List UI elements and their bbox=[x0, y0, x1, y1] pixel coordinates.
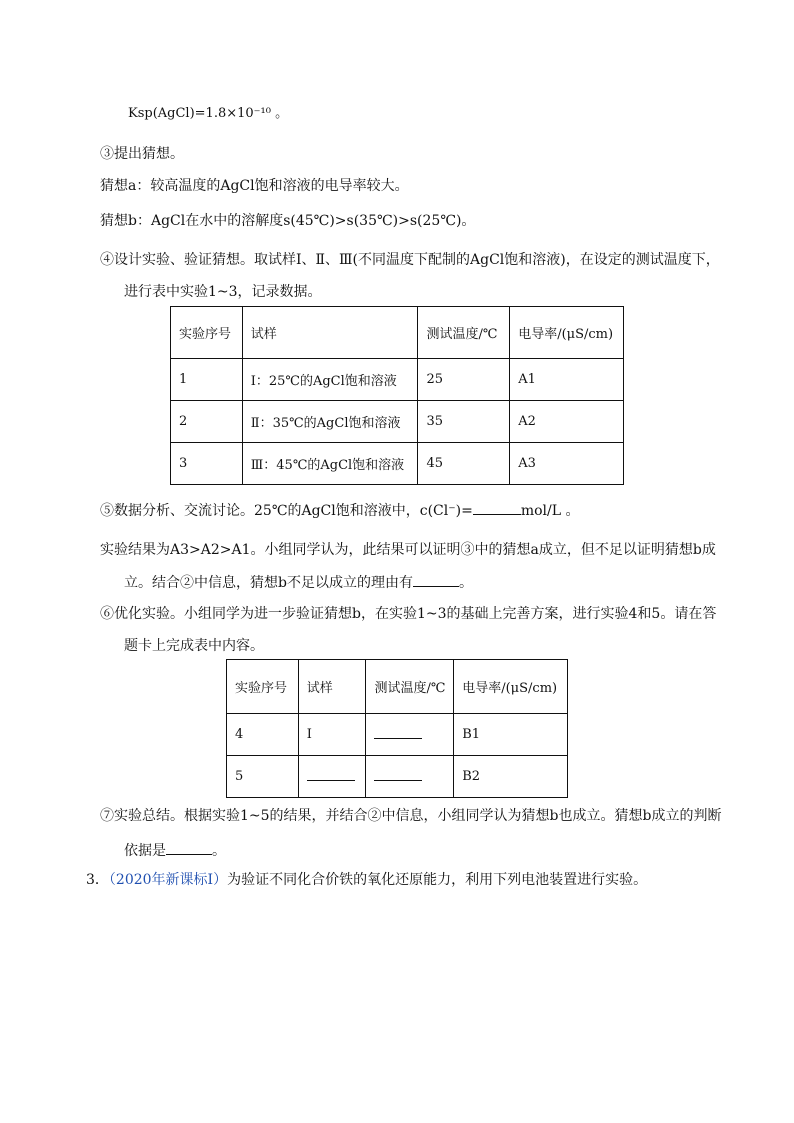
result-text-cont bbox=[124, 572, 473, 593]
answer-blank[interactable] bbox=[473, 500, 521, 515]
step-5-post: mol/L 。 bbox=[520, 503, 580, 519]
table-cell[interactable] bbox=[366, 714, 454, 756]
answer-blank[interactable] bbox=[413, 572, 459, 587]
step-5-text bbox=[100, 500, 579, 521]
answer-blank[interactable] bbox=[374, 726, 422, 739]
table-cell: B2 bbox=[454, 756, 568, 798]
step-5-pre: ⑤数据分析、交流讨论。25℃的AgCl饱和溶液中，c(Cl⁻)= bbox=[100, 503, 473, 519]
question-3 bbox=[86, 870, 647, 890]
header-cell: 试样 bbox=[298, 660, 366, 714]
table-row bbox=[227, 756, 568, 798]
hypothesis-a: 猜想a：较高温度的AgCl饱和溶液的电导率较大。 bbox=[100, 178, 409, 194]
ksp-formula: Ksp(AgCl)=1.8×10⁻¹⁰ 。 bbox=[128, 106, 289, 121]
table-cell: Ⅰ bbox=[298, 714, 366, 756]
conclusion-pre: 依据是 bbox=[124, 843, 166, 859]
step-6-text-cont: 题卡上完成表中内容。 bbox=[124, 638, 264, 654]
table-row bbox=[171, 401, 624, 443]
table-cell: 1 bbox=[171, 359, 243, 401]
table-cell: B1 bbox=[454, 714, 568, 756]
table-header-row bbox=[227, 660, 568, 714]
table-cell: 4 bbox=[227, 714, 299, 756]
step-3-heading: ③提出猜想。 bbox=[100, 146, 184, 162]
header-cell: 电导率/(μS/cm) bbox=[510, 307, 624, 359]
header-cell: 测试温度/℃ bbox=[366, 660, 454, 714]
step-7-text: ⑦实验总结。根据实验1~5的结果，并结合②中信息，小组同学认为猜想b也成立。猜想b成立的判断 bbox=[100, 808, 722, 824]
header-cell: 测试温度/℃ bbox=[418, 307, 510, 359]
result-post: 。 bbox=[458, 575, 473, 591]
table-row bbox=[171, 359, 624, 401]
table-cell: 25 bbox=[418, 359, 510, 401]
header-cell: 实验序号 bbox=[227, 660, 299, 714]
question-number: 3． bbox=[86, 872, 109, 888]
answer-blank[interactable] bbox=[374, 768, 422, 781]
table-cell: Ⅱ：35℃的AgCl饱和溶液 bbox=[242, 401, 418, 443]
table-cell: Ⅰ：25℃的AgCl饱和溶液 bbox=[242, 359, 418, 401]
question-text: 为验证不同化合价铁的氧化还原能力，利用下列电池装置进行实验。 bbox=[227, 872, 648, 888]
table-cell[interactable] bbox=[298, 756, 366, 798]
table-cell: A3 bbox=[510, 443, 624, 485]
answer-blank[interactable] bbox=[166, 840, 212, 855]
result-pre: 立。结合②中信息，猜想b不足以成立的理由有 bbox=[124, 575, 413, 591]
step-7-text-cont bbox=[124, 840, 226, 861]
header-cell: 电导率/(μS/cm) bbox=[454, 660, 568, 714]
table-cell: A2 bbox=[510, 401, 624, 443]
header-cell: 试样 bbox=[242, 307, 418, 359]
table-cell: 2 bbox=[171, 401, 243, 443]
table-cell[interactable] bbox=[366, 756, 454, 798]
table-header-row bbox=[171, 307, 624, 359]
table-cell: Ⅲ：45℃的AgCl饱和溶液 bbox=[242, 443, 418, 485]
table-cell: 45 bbox=[418, 443, 510, 485]
step-4-text: ④设计实验、验证猜想。取试样Ⅰ、Ⅱ、Ⅲ(不同温度下配制的AgCl饱和溶液)，在设定的测试温度下， bbox=[100, 252, 720, 268]
answer-blank[interactable] bbox=[307, 768, 355, 781]
table-cell: 35 bbox=[418, 401, 510, 443]
table-row bbox=[227, 714, 568, 756]
hypothesis-b: 猜想b：AgCl在水中的溶解度s(45℃)>s(35℃)>s(25℃)。 bbox=[100, 213, 476, 229]
table-row bbox=[171, 443, 624, 485]
table-cell: 5 bbox=[227, 756, 299, 798]
table-cell: A1 bbox=[510, 359, 624, 401]
experiment-table-1 bbox=[170, 306, 624, 485]
result-text: 实验结果为A3>A2>A1。小组同学认为，此结果可以证明③中的猜想a成立，但不足以证明猜想b成 bbox=[100, 542, 716, 558]
experiment-table-2 bbox=[226, 659, 568, 798]
table-cell: 3 bbox=[171, 443, 243, 485]
question-source: （2020年新课标Ⅰ） bbox=[108, 872, 228, 888]
step-4-text-cont: 进行表中实验1~3，记录数据。 bbox=[124, 284, 322, 300]
header-cell: 实验序号 bbox=[171, 307, 243, 359]
step-6-text: ⑥优化实验。小组同学为进一步验证猜想b，在实验1~3的基础上完善方案，进行实验4和5。请在答 bbox=[100, 606, 717, 622]
conclusion-post: 。 bbox=[212, 843, 226, 859]
